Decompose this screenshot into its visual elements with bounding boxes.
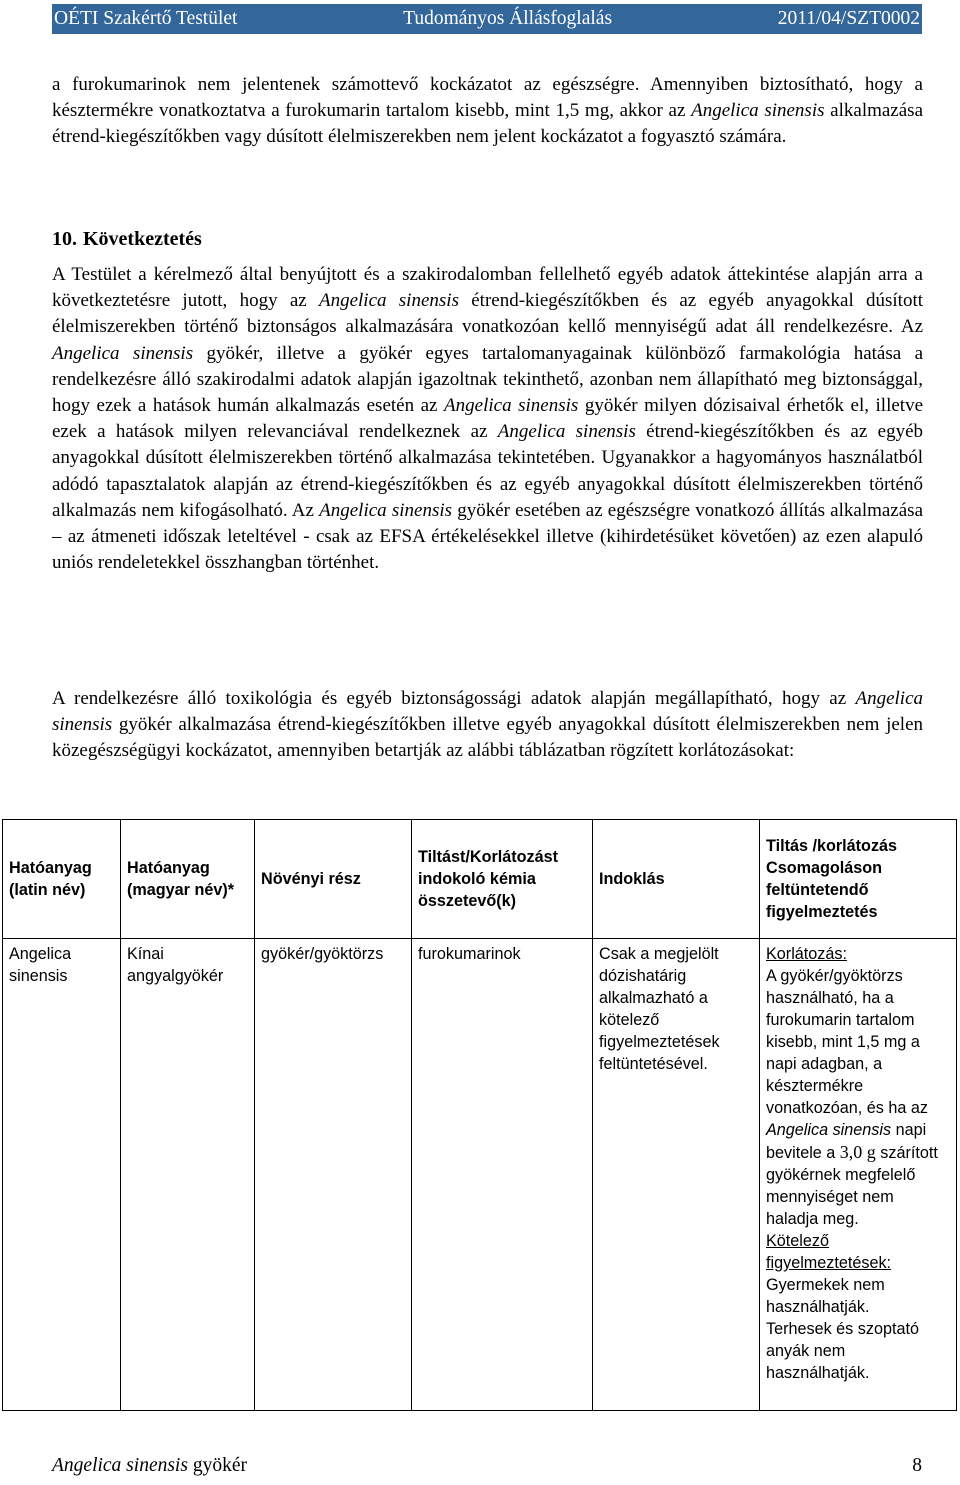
- species-name: Angelica sinensis: [52, 342, 194, 364]
- text-run: gyökér alkalmazása étrend-kiegészítőkben illetve egyéb anyagokkal dúsított élelmiszerekben nem jelen közegészségügyi kockázatot, amennyiben betartják az alábbi táblázatban rögzített korlátozásokat:: [52, 714, 923, 762]
- cell-plant-part: gyökér/gyöktörzs: [255, 939, 412, 1411]
- section-title: Következtetés: [83, 228, 202, 250]
- header-reason: Indoklás: [593, 820, 760, 939]
- header-doc-type: Tudományos Állásfoglalás: [403, 8, 613, 29]
- restriction-text-c: szárított gyökérnek megfelelő mennyiséget nem haladja meg.: [766, 1144, 938, 1228]
- species-name: Angelica sinensis: [319, 499, 453, 521]
- cell-reason: Csak a megjelölt dózishatárig alkalmazható a kötelező figyelmeztetések feltüntetésével.: [593, 939, 760, 1411]
- warning-label: Kötelező figyelmeztetések:: [766, 1232, 892, 1272]
- intro-paragraph: [52, 72, 923, 151]
- header-warning: Tiltás /korlátozás Csomagoláson feltüntetendő figyelmeztetés: [760, 820, 957, 939]
- text-run: A rendelkezésre álló toxikológia és egyéb biztonságossági adatok alapján megállapítható, hogy az: [52, 688, 856, 709]
- text-run: étrend-kiegészítőkben és az egyéb anyagokkal dúsított élelmiszerekben történő alkalmazása tekintetében. Ugyanakkor a hagyományos használatból adódó tapasztalatok alapján az étrend-kiegészítőkben és az egyéb anyagokkal dúsított élelmiszerekben történő alkalmazás nem kifogásolható. Az: [52, 421, 924, 521]
- conclusion-paragraph: [52, 262, 923, 576]
- cell-latin-name: Angelica sinensis: [3, 939, 121, 1411]
- restriction-text-a: A gyökér/gyöktörzs használható, ha a furokumarin tartalom kisebb, mint 1,5 mg a napi adagban, a késztermékre vonatkozóan, és ha az: [766, 967, 928, 1117]
- species-name: Angelica sinensis: [691, 100, 825, 122]
- cell-hungarian-name: Kínai angyalgyökér: [121, 939, 255, 1411]
- header-latin-name: Hatóanyag (latin név): [3, 820, 121, 939]
- header-hungarian-name: Hatóanyag (magyar név)*: [121, 820, 255, 939]
- text-run: étrend-kiegészítőkben és az egyéb anyagokkal dúsított élelmiszerekben történő biztonságos alkalmazására vonatkozóan kellő mennyiségű adat áll rendelkezésre. Az: [52, 290, 924, 338]
- text-run: gyökér, illetve a gyökér egyes tartalomanyagainak különböző farmakológia hatása a rendelkezésre álló szakirodalmi adatok alapján igazoltnak tekinthető, azonban nem állapítható meg biztonsággal, hogy ezek a hatások humán alkalmazás esetén az: [52, 342, 923, 417]
- header-compound: Tiltást/Korlátozást indokoló kémia összetevő(k): [412, 820, 593, 939]
- text-run: A Testület a kérelmező által benyújtott és a szakirodalomban fellelhető egyéb adatok áttekintése alapján arra a következtetésre jutott, hogy az: [52, 264, 923, 312]
- footer-species: Angelica sinensis: [52, 1455, 188, 1476]
- restriction-amount: 3,0 g: [839, 1142, 876, 1162]
- warning-children: Gyermekek nem használhatják.: [766, 1276, 885, 1316]
- page-number: 8: [912, 1455, 922, 1476]
- section-heading: [52, 228, 202, 251]
- safety-paragraph: [52, 686, 923, 765]
- page-footer: [52, 1455, 922, 1477]
- cell-restriction: [760, 939, 957, 1411]
- text-run: a furokumarinok nem jelentenek számottevő kockázatot az egészségre. Amennyiben biztosítható, hogy a késztermékre vonatkoztatva a furokumarin tartalom kisebb, mint 1,5 mg, akkor az: [52, 74, 923, 122]
- species-name: Angelica sinensis: [497, 421, 636, 443]
- restriction-label: Korlátozás:: [766, 945, 847, 963]
- restriction-table: [2, 819, 957, 1411]
- table-row: [3, 939, 957, 1411]
- species-name: Angelica sinensis: [52, 688, 923, 736]
- page-header: [52, 4, 922, 34]
- text-run: gyökér esetében az egészségre vonatkozó állítás alkalmazása – az átmeneti időszak leteltével - csak az EFSA értékelésekkel illetve (kihirdetésüket követően) az ezen alapuló uniós rendeletekkel összhangban történhet.: [52, 499, 923, 574]
- section-number: 10.: [52, 228, 77, 250]
- warning-pregnant: Terhesek és szoptató anyák nem használhatják.: [766, 1320, 919, 1382]
- restriction-text-b: napi bevitele a: [766, 1121, 927, 1162]
- text-run: alkalmazása étrend-kiegészítőkben vagy dúsított élelmiszerekben nem jelent kockázatot a fogyasztó számára.: [52, 100, 924, 148]
- restriction-species: Angelica sinensis: [766, 1121, 892, 1139]
- species-name: Angelica sinensis: [318, 290, 459, 312]
- footer-title: [52, 1455, 247, 1477]
- text-run: gyökér milyen dózisaival érhetők el, illetve ezek a hatások milyen relevanciával rendelkeznek az: [52, 395, 924, 443]
- header-doc-id: 2011/04/SZT0002: [777, 8, 920, 29]
- header-plant-part: Növényi rész: [255, 820, 412, 939]
- table-header-row: [3, 820, 957, 939]
- header-institute: OÉTI Szakértő Testület: [54, 8, 238, 29]
- footer-title-rest: gyökér: [187, 1455, 247, 1476]
- cell-compound: furokumarinok: [412, 939, 593, 1411]
- species-name: Angelica sinensis: [444, 395, 579, 417]
